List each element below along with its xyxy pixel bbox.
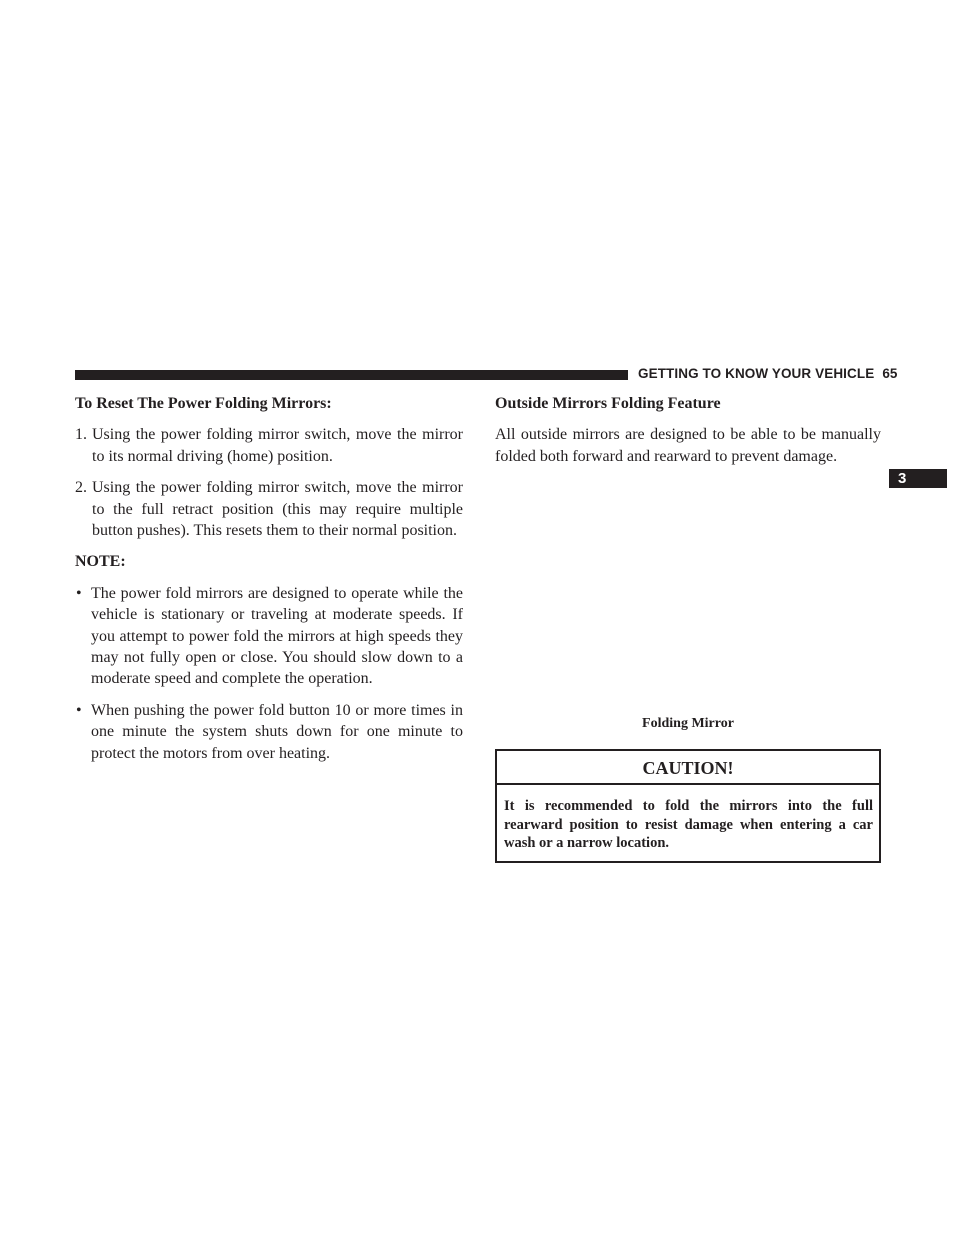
list-item [75,424,463,467]
step-number: 2. [75,479,87,497]
note-title: NOTE: [75,553,126,571]
list-item [75,583,463,690]
caution-body: It is recommended to fold the mirrors into the full rearward position to resist damage when entering a car wash or a narrow location. [504,798,873,852]
step-text: Using the power folding mirror switch, move the mirror to the full retract position (this may require multiple button pushes). This resets them to their normal position. [92,479,463,540]
list-item [75,700,463,764]
reset-steps [75,424,463,541]
figure-placeholder [495,477,881,707]
chapter-tab: 3 [889,469,947,488]
bullet: • [76,701,82,719]
note-text: The power fold mirrors are designed to operate while the vehicle is stationary or traveling at moderate speeds. If you attempt to power fold the mirrors at high speeds they may not fully open or close. You should slow down to a moderate speed and complete the operation. [91,584,463,688]
step-number: 1. [75,426,87,444]
note-list [75,583,463,764]
bullet: • [76,584,82,602]
list-item [75,477,463,541]
figure-caption: Folding Mirror [642,716,734,732]
running-header [638,366,918,381]
folding-heading: Outside Mirrors Folding Feature [495,395,721,412]
reset-heading: To Reset The Power Folding Mirrors: [75,395,332,412]
right-column [495,393,881,863]
header-rule [75,370,628,380]
section-title: GETTING TO KNOW YOUR VEHICLE [638,366,875,381]
caution-box [495,749,881,863]
note-text: When pushing the power fold button 10 or more times in one minute the system shuts down for one minute to protect the motors from over heating. [91,701,463,762]
page-number: 65 [882,366,898,381]
left-column [75,393,463,774]
step-text: Using the power folding mirror switch, move the mirror to its normal driving (home) position. [92,426,463,465]
caution-title: CAUTION! [497,751,879,785]
folding-paragraph: All outside mirrors are designed to be able to be manually folded both forward and rearward to prevent damage. [495,426,881,465]
